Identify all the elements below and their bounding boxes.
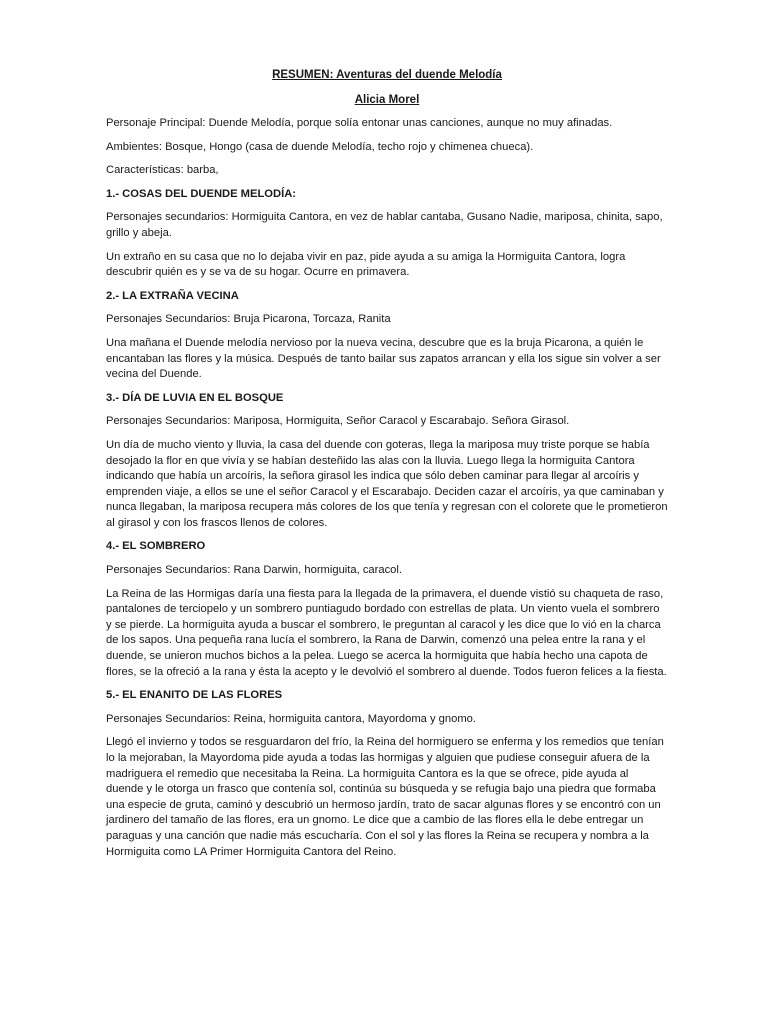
- chapter-4-characters: Personajes Secundarios: Rana Darwin, hormiguita, caracol.: [106, 564, 402, 577]
- chapter-2-characters: Personajes Secundarios: Bruja Picarona, Torcaza, Ranita: [106, 313, 391, 326]
- document-page: [106, 68, 668, 868]
- characteristics-paragraph: Características: barba,: [106, 164, 219, 177]
- chapter-5-heading: 5.- EL ENANITO DE LAS FLORES: [106, 689, 283, 702]
- chapter-5-summary: Llegó el invierno y todos se resguardaron del frío, la Reina del hormiguero se enferma y los remedios que tenían lo la mejoraban, la Mayordoma pide ayuda a todas las hormigas y alguien que pudiese conseguir afuera de la madriguera el remedio que necesitaba la Reina. La hormiguita Cantora es la que se ofrece, pide ayuda al duende y le otorga un frasco que contenía sol, continúa su búsqueda y se refugia bajo una piedra que formaba una especie de gruta, caminó y descubrió un hermoso jardín, trato de sacar algunas flores y se encontró con un jardinero del tamaño de las flores, era un gnomo. Le dice que a cambio de las flores ella le debe entregar un paraguas y una canción que nadie más escucharía. Con el sol y las flores la Reina se recupera y nombra a la Hormiguita como LA Primer Hormiguita Cantora del Reino.: [106, 736, 664, 858]
- chapter-1-heading: 1.- COSAS DEL DUENDE MELODÍA:: [106, 187, 296, 200]
- chapter-1-summary: Un extraño en su casa que no lo dejaba vivir en paz, pide ayuda a su amiga la Hormiguita Cantora, logra descubrir quién es y se va de su hogar. Ocurre en primavera.: [106, 250, 626, 279]
- chapter-3-characters: Personajes Secundarios: Mariposa, Hormiguita, Señor Caracol y Escarabajo. Señora Girasol.: [106, 415, 570, 428]
- chapter-1-characters: Personajes secundarios: Hormiguita Cantora, en vez de hablar cantaba, Gusano Nadie, mariposa, chinita, sapo, grillo y abeja.: [106, 211, 663, 239]
- chapter-4-summary: La Reina de las Hormigas daría una fiesta para la llegada de la primavera, el duende vistió su chaqueta de raso, pantalones de terciopelo y un sombrero puntiagudo bordado con estrellas de plata. Un viento vuela el sombrero y se pierde. La hormiguita ayuda a buscar el sombrero, le preguntan al caracol y les dice que lo vió en la charca de los sapos. Una pequeña rana lucía el sombrero, la Rana de Darwin, comenzó una pelea entre la rana y el duende, se unieron muchos bichos a la pelea. Luego se acerca la hormiguita que había hecho una capota de flores, se la ofreció a la rana y ésta la acepto y le devolvió el sombrero al duende. Todos fueron felices a la fiesta.: [106, 587, 667, 678]
- main-character-paragraph: Personaje Principal: Duende Melodía, porque solía entonar unas canciones, aunque no muy afinadas.: [106, 117, 613, 129]
- document-title: RESUMEN: Aventuras del duende Melodía: [272, 69, 502, 81]
- chapter-3-heading: 3.- DÍA DE LUVIA EN EL BOSQUE: [106, 391, 284, 404]
- chapter-5-characters: Personajes Secundarios: Reina, hormiguita cantora, Mayordoma y gnomo.: [106, 712, 477, 725]
- chapter-2-heading: 2.- LA EXTRAÑA VECINA: [106, 289, 239, 302]
- chapter-4-heading: 4.- EL SOMBRERO: [106, 540, 206, 553]
- chapter-2-summary: Una mañana el Duende melodía nervioso por la nueva vecina, descubre que es la bruja Picarona, a quién le encantaban las flores y la música. Después de tanto bailar sus zapatos arrancan y ella los sigue sin volver a ser vecina del Duende.: [106, 336, 661, 381]
- settings-paragraph: Ambientes: Bosque, Hongo (casa de duende Melodía, techo rojo y chimenea chueca).: [106, 140, 534, 153]
- chapter-3-summary: Un día de mucho viento y lluvia, la casa del duende con goteras, llega la mariposa muy triste porque se había desojado la flor en que vivía y se habían desteñido las alas con la lluvia. Luego llega la hormiguita Cantora indicando que había un arcoíris, la señora girasol les indica que sólo deben caminar para llegar al arcoíris y emprenden viaje, a ellos se une el señor Caracol y el Escarabajo. Deciden cazar el arcoíris, ya que caminaban y nunca llegaban, la mariposa recupera más colores de los que tenía y regresan con el colorete que le prometieron al girasol y con los frascos llenos de colores.: [106, 438, 668, 529]
- document-author: Alicia Morel: [354, 94, 420, 106]
